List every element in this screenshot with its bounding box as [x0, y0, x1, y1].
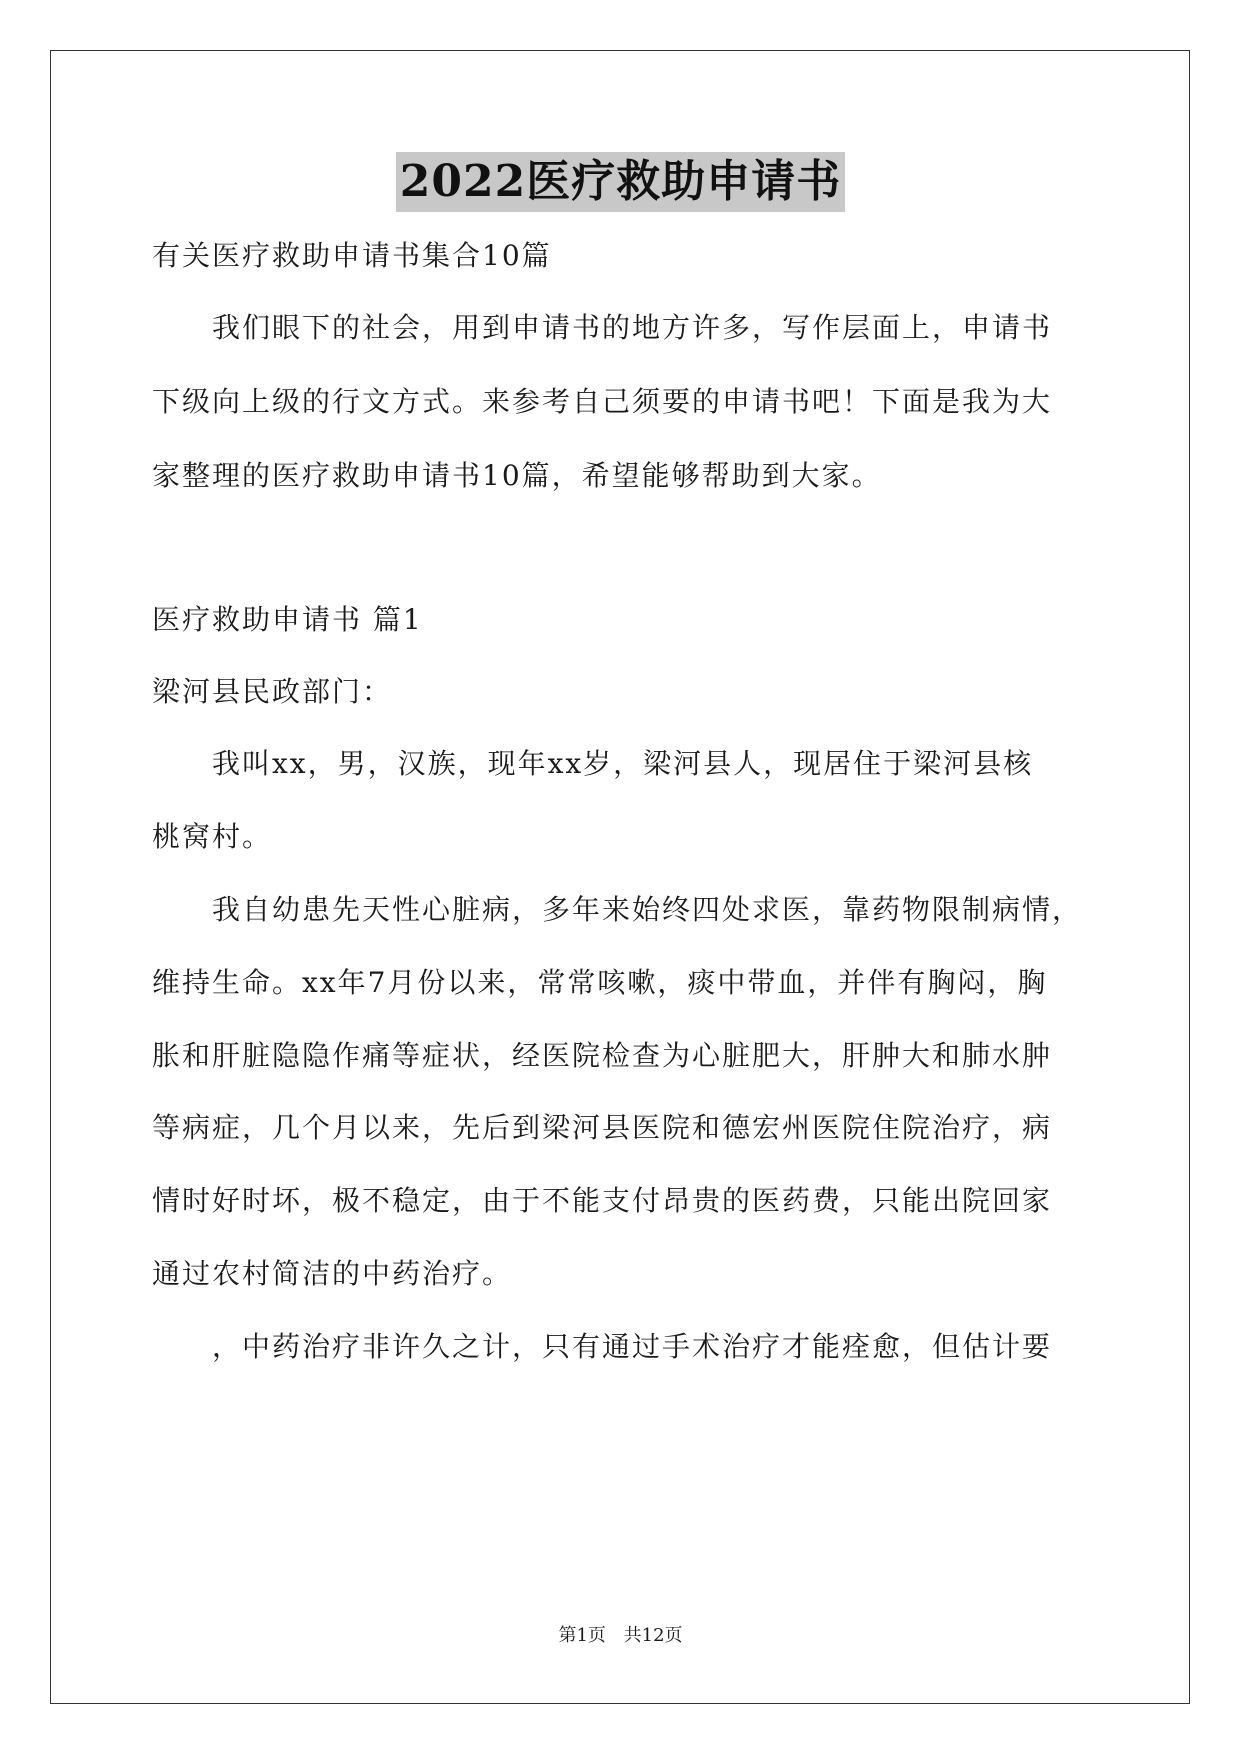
paragraph-line: 情时好时坏，极不稳定，由于不能支付昂贵的医药费，只能出院回家 — [152, 1184, 1053, 1217]
document-subtitle: 有关医疗救助申请书集合10篇 — [152, 239, 552, 272]
page-number: 第1页 — [558, 1625, 606, 1646]
intro-line: 下级向上级的行文方式。来参考自己须要的申请书吧！下面是我为大 — [152, 385, 1053, 418]
document-title: 2022医疗救助申请书 — [396, 152, 845, 212]
paragraph-line: 桃窝村。 — [152, 820, 273, 853]
addressee: 梁河县民政部门： — [152, 675, 393, 708]
page-border — [50, 50, 1190, 1704]
paragraph-line: 维持生命。xx年7月份以来，常常咳嗽，痰中带血，并伴有胸闷，胸 — [152, 966, 1048, 999]
paragraph-line: ，中药治疗非许久之计，只有通过手术治疗才能痊愈，但估计要 — [212, 1330, 1053, 1363]
paragraph-line: 等病症，几个月以来，先后到梁河县医院和德宏州医院住院治疗，病 — [152, 1111, 1053, 1144]
paragraph-line: 我自幼患先天性心脏病，多年来始终四处求医，靠药物限制病情， — [212, 893, 1083, 926]
paragraph-line: 我叫xx，男，汉族，现年xx岁，梁河县人，现居住于梁河县核 — [212, 747, 1034, 780]
paragraph-line: 胀和肝脏隐隐作痛等症状，经医院检查为心脏肥大，肝肿大和肺水肿 — [152, 1039, 1053, 1072]
page-footer — [0, 1624, 1241, 1648]
page-total: 共12页 — [623, 1625, 683, 1646]
title-container — [0, 152, 1241, 212]
paragraph-line: 通过农村简洁的中药治疗。 — [152, 1257, 513, 1290]
intro-line: 我们眼下的社会，用到申请书的地方许多，写作层面上，申请书 — [212, 311, 1053, 344]
intro-line: 家整理的医疗救助申请书10篇，希望能够帮助到大家。 — [152, 459, 882, 492]
section-heading: 医疗救助申请书 篇1 — [152, 603, 423, 636]
